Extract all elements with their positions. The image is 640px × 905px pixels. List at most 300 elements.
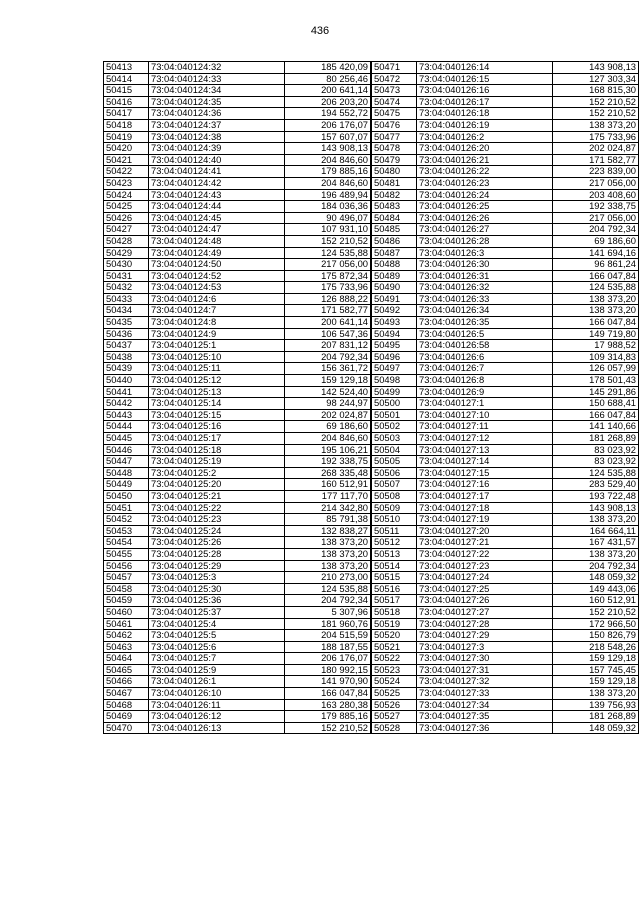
row-number-cell: 50427 [104, 224, 149, 236]
cadastral-number-cell: 73:04:040126:5 [417, 328, 553, 340]
table-row [104, 479, 371, 491]
table-row [104, 548, 371, 560]
cadastral-number-cell: 73:04:040126:33 [417, 293, 553, 305]
row-number-cell: 50448 [104, 467, 149, 479]
cadastral-number-cell: 73:04:040125:14 [149, 398, 285, 410]
row-number-cell: 50439 [104, 363, 149, 375]
cadastral-number-cell: 73:04:040127:33 [417, 688, 553, 700]
amount-cell: 152 210,52 [285, 235, 371, 247]
table-row [104, 525, 371, 537]
cadastral-number-cell: 73:04:040126:15 [417, 73, 553, 85]
row-number-cell: 50465 [104, 664, 149, 676]
amount-cell: 96 861,24 [553, 259, 639, 271]
amount-cell: 193 722,48 [553, 490, 639, 502]
amount-cell: 124 535,88 [553, 282, 639, 294]
row-number-cell: 50482 [372, 189, 417, 201]
table-row [372, 119, 639, 131]
cadastral-number-cell: 73:04:040127:24 [417, 572, 553, 584]
amount-cell: 152 210,52 [553, 96, 639, 108]
table-row [372, 699, 639, 711]
amount-cell: 207 831,12 [285, 340, 371, 352]
table-row [372, 363, 639, 375]
table-row [104, 688, 371, 700]
amount-cell: 206 176,07 [285, 119, 371, 131]
row-number-cell: 50426 [104, 212, 149, 224]
cadastral-number-cell: 73:04:040126:32 [417, 282, 553, 294]
table-row [372, 143, 639, 155]
table-row [372, 409, 639, 421]
cadastral-number-cell: 73:04:040124:40 [149, 154, 285, 166]
row-number-cell: 50517 [372, 595, 417, 607]
cadastral-number-cell: 73:04:040127:13 [417, 444, 553, 456]
row-number-cell: 50457 [104, 572, 149, 584]
table-row [104, 131, 371, 143]
row-number-cell: 50483 [372, 201, 417, 213]
amount-cell: 150 688,41 [553, 398, 639, 410]
row-number-cell: 50429 [104, 247, 149, 259]
amount-cell: 124 535,88 [553, 467, 639, 479]
amount-cell: 192 338,75 [285, 456, 371, 468]
table-row [104, 699, 371, 711]
amount-cell: 200 641,14 [285, 85, 371, 97]
table-row [104, 247, 371, 259]
table-row [372, 676, 639, 688]
table-row [372, 96, 639, 108]
amount-cell: 17 988,52 [553, 340, 639, 352]
amount-cell: 143 908,13 [285, 143, 371, 155]
amount-cell: 157 745,45 [553, 664, 639, 676]
cadastral-number-cell: 73:04:040127:19 [417, 514, 553, 526]
table-row [104, 201, 371, 213]
row-number-cell: 50449 [104, 479, 149, 491]
table-row [104, 444, 371, 456]
cadastral-number-cell: 73:04:040126:35 [417, 317, 553, 329]
table-row [372, 73, 639, 85]
table-row [104, 537, 371, 549]
row-number-cell: 50519 [372, 618, 417, 630]
amount-cell: 106 547,36 [285, 328, 371, 340]
row-number-cell: 50442 [104, 398, 149, 410]
row-number-cell: 50422 [104, 166, 149, 178]
table-row [372, 293, 639, 305]
row-number-cell: 50454 [104, 537, 149, 549]
cadastral-number-cell: 73:04:040124:47 [149, 224, 285, 236]
table-row [372, 653, 639, 665]
amount-cell: 195 106,21 [285, 444, 371, 456]
amount-cell: 283 529,40 [553, 479, 639, 491]
table-row [372, 351, 639, 363]
table-row [104, 166, 371, 178]
row-number-cell: 50477 [372, 131, 417, 143]
amount-cell: 200 641,14 [285, 317, 371, 329]
amount-cell: 152 210,52 [285, 722, 371, 734]
amount-cell: 179 885,16 [285, 711, 371, 723]
cadastral-number-cell: 73:04:040127:17 [417, 490, 553, 502]
amount-cell: 204 515,59 [285, 630, 371, 642]
table-row [104, 305, 371, 317]
row-number-cell: 50440 [104, 375, 149, 387]
table-row [372, 456, 639, 468]
amount-cell: 141 694,16 [553, 247, 639, 259]
table-row [104, 85, 371, 97]
row-number-cell: 50510 [372, 514, 417, 526]
row-number-cell: 50467 [104, 688, 149, 700]
amount-cell: 171 582,77 [285, 305, 371, 317]
table-row [104, 189, 371, 201]
table-row [104, 641, 371, 653]
cadastral-number-cell: 73:04:040126:17 [417, 96, 553, 108]
cadastral-number-cell: 73:04:040124:53 [149, 282, 285, 294]
amount-cell: 148 059,32 [553, 722, 639, 734]
row-number-cell: 50460 [104, 606, 149, 618]
amount-cell: 181 960,76 [285, 618, 371, 630]
amount-cell: 204 792,34 [285, 595, 371, 607]
cadastral-number-cell: 73:04:040125:24 [149, 525, 285, 537]
row-number-cell: 50458 [104, 583, 149, 595]
row-number-cell: 50423 [104, 177, 149, 189]
cadastral-number-cell: 73:04:040127:12 [417, 433, 553, 445]
amount-cell: 166 047,84 [285, 688, 371, 700]
amount-cell: 160 512,91 [285, 479, 371, 491]
cadastral-number-cell: 73:04:040127:27 [417, 606, 553, 618]
row-number-cell: 50470 [104, 722, 149, 734]
amount-cell: 184 036,36 [285, 201, 371, 213]
table-row [372, 479, 639, 491]
right-data-table [371, 61, 639, 734]
row-number-cell: 50474 [372, 96, 417, 108]
cadastral-number-cell: 73:04:040127:25 [417, 583, 553, 595]
cadastral-number-cell: 73:04:040127:11 [417, 421, 553, 433]
row-number-cell: 50469 [104, 711, 149, 723]
table-row [372, 398, 639, 410]
cadastral-number-cell: 73:04:040126:19 [417, 119, 553, 131]
table-row [372, 386, 639, 398]
cadastral-number-cell: 73:04:040124:48 [149, 235, 285, 247]
amount-cell: 210 273,00 [285, 572, 371, 584]
amount-cell: 143 908,13 [553, 502, 639, 514]
amount-cell: 152 210,52 [553, 606, 639, 618]
row-number-cell: 50506 [372, 467, 417, 479]
amount-cell: 149 443,06 [553, 583, 639, 595]
table-row [372, 212, 639, 224]
cadastral-number-cell: 73:04:040127:28 [417, 618, 553, 630]
amount-cell: 188 187,55 [285, 641, 371, 653]
row-number-cell: 50462 [104, 630, 149, 642]
row-number-cell: 50488 [372, 259, 417, 271]
table-row [372, 224, 639, 236]
cadastral-number-cell: 73:04:040125:10 [149, 351, 285, 363]
row-number-cell: 50527 [372, 711, 417, 723]
table-row [372, 537, 639, 549]
table-row [372, 85, 639, 97]
row-number-cell: 50428 [104, 235, 149, 247]
row-number-cell: 50431 [104, 270, 149, 282]
amount-cell: 177 117,70 [285, 490, 371, 502]
cadastral-number-cell: 73:04:040126:3 [417, 247, 553, 259]
cadastral-number-cell: 73:04:040127:14 [417, 456, 553, 468]
row-number-cell: 50508 [372, 490, 417, 502]
row-number-cell: 50526 [372, 699, 417, 711]
table-row [372, 630, 639, 642]
page-number: 436 [310, 25, 330, 37]
row-number-cell: 50444 [104, 421, 149, 433]
cadastral-number-cell: 73:04:040125:28 [149, 548, 285, 560]
amount-cell: 126 057,99 [553, 363, 639, 375]
table-row [104, 433, 371, 445]
cadastral-number-cell: 73:04:040125:6 [149, 641, 285, 653]
row-number-cell: 50496 [372, 351, 417, 363]
amount-cell: 138 373,20 [553, 548, 639, 560]
row-number-cell: 50480 [372, 166, 417, 178]
row-number-cell: 50456 [104, 560, 149, 572]
row-number-cell: 50504 [372, 444, 417, 456]
cadastral-number-cell: 73:04:040124:41 [149, 166, 285, 178]
row-number-cell: 50486 [372, 235, 417, 247]
cadastral-number-cell: 73:04:040126:34 [417, 305, 553, 317]
amount-cell: 181 268,89 [553, 433, 639, 445]
cadastral-number-cell: 73:04:040126:14 [417, 62, 553, 74]
cadastral-number-cell: 73:04:040125:1 [149, 340, 285, 352]
cadastral-number-cell: 73:04:040127:30 [417, 653, 553, 665]
table-row [104, 421, 371, 433]
row-number-cell: 50509 [372, 502, 417, 514]
cadastral-number-cell: 73:04:040125:37 [149, 606, 285, 618]
amount-cell: 181 268,89 [553, 711, 639, 723]
cadastral-number-cell: 73:04:040126:20 [417, 143, 553, 155]
table-row [372, 189, 639, 201]
cadastral-number-cell: 73:04:040124:34 [149, 85, 285, 97]
row-number-cell: 50437 [104, 340, 149, 352]
amount-cell: 132 838,27 [285, 525, 371, 537]
row-number-cell: 50503 [372, 433, 417, 445]
table-row [372, 583, 639, 595]
row-number-cell: 50415 [104, 85, 149, 97]
amount-cell: 145 291,86 [553, 386, 639, 398]
amount-cell: 204 846,60 [285, 154, 371, 166]
amount-cell: 217 056,00 [553, 177, 639, 189]
cadastral-number-cell: 73:04:040126:22 [417, 166, 553, 178]
row-number-cell: 50524 [372, 676, 417, 688]
cadastral-number-cell: 73:04:040125:19 [149, 456, 285, 468]
table-row [104, 676, 371, 688]
cadastral-number-cell: 73:04:040124:38 [149, 131, 285, 143]
table-row [372, 259, 639, 271]
amount-cell: 152 210,52 [553, 108, 639, 120]
cadastral-number-cell: 73:04:040126:58 [417, 340, 553, 352]
row-number-cell: 50463 [104, 641, 149, 653]
amount-cell: 5 307,96 [285, 606, 371, 618]
row-number-cell: 50472 [372, 73, 417, 85]
table-row [104, 340, 371, 352]
table-row [372, 490, 639, 502]
table-row [104, 490, 371, 502]
table-row [104, 653, 371, 665]
cadastral-number-cell: 73:04:040126:28 [417, 235, 553, 247]
row-number-cell: 50434 [104, 305, 149, 317]
amount-cell: 206 203,20 [285, 96, 371, 108]
table-row [104, 62, 371, 74]
table-row [372, 722, 639, 734]
amount-cell: 90 496,07 [285, 212, 371, 224]
cadastral-number-cell: 73:04:040124:50 [149, 259, 285, 271]
cadastral-number-cell: 73:04:040125:13 [149, 386, 285, 398]
table-row [104, 630, 371, 642]
cadastral-number-cell: 73:04:040125:21 [149, 490, 285, 502]
row-number-cell: 50523 [372, 664, 417, 676]
amount-cell: 168 815,30 [553, 85, 639, 97]
cadastral-number-cell: 73:04:040125:3 [149, 572, 285, 584]
table-row [372, 317, 639, 329]
amount-cell: 217 056,00 [285, 259, 371, 271]
cadastral-number-cell: 73:04:040127:35 [417, 711, 553, 723]
table-row [104, 143, 371, 155]
table-row [104, 560, 371, 572]
amount-cell: 69 186,60 [553, 235, 639, 247]
row-number-cell: 50443 [104, 409, 149, 421]
amount-cell: 138 373,20 [285, 537, 371, 549]
row-number-cell: 50455 [104, 548, 149, 560]
row-number-cell: 50433 [104, 293, 149, 305]
cadastral-number-cell: 73:04:040125:36 [149, 595, 285, 607]
amount-cell: 156 361,72 [285, 363, 371, 375]
cadastral-number-cell: 73:04:040126:13 [149, 722, 285, 734]
amount-cell: 175 733,96 [553, 131, 639, 143]
cadastral-number-cell: 73:04:040124:32 [149, 62, 285, 74]
cadastral-number-cell: 73:04:040125:23 [149, 514, 285, 526]
amount-cell: 138 373,20 [285, 548, 371, 560]
amount-cell: 163 280,38 [285, 699, 371, 711]
cadastral-number-cell: 73:04:040127:26 [417, 595, 553, 607]
amount-cell: 157 607,07 [285, 131, 371, 143]
table-row [372, 247, 639, 259]
amount-cell: 138 373,20 [553, 305, 639, 317]
cadastral-number-cell: 73:04:040126:21 [417, 154, 553, 166]
table-row [104, 386, 371, 398]
amount-cell: 138 373,20 [553, 293, 639, 305]
row-number-cell: 50414 [104, 73, 149, 85]
amount-cell: 124 535,88 [285, 247, 371, 259]
amount-cell: 83 023,92 [553, 456, 639, 468]
amount-cell: 142 524,40 [285, 386, 371, 398]
cadastral-number-cell: 73:04:040124:8 [149, 317, 285, 329]
row-number-cell: 50499 [372, 386, 417, 398]
table-row [372, 421, 639, 433]
amount-cell: 217 056,00 [553, 212, 639, 224]
table-row [372, 282, 639, 294]
cadastral-number-cell: 73:04:040127:29 [417, 630, 553, 642]
row-number-cell: 50518 [372, 606, 417, 618]
row-number-cell: 50485 [372, 224, 417, 236]
row-number-cell: 50478 [372, 143, 417, 155]
amount-cell: 98 244,97 [285, 398, 371, 410]
cadastral-number-cell: 73:04:040126:10 [149, 688, 285, 700]
cadastral-number-cell: 73:04:040126:16 [417, 85, 553, 97]
table-row [372, 502, 639, 514]
row-number-cell: 50445 [104, 433, 149, 445]
table-row [372, 606, 639, 618]
amount-cell: 80 256,46 [285, 73, 371, 85]
table-row [104, 154, 371, 166]
amount-cell: 204 792,34 [285, 351, 371, 363]
cadastral-number-cell: 73:04:040124:36 [149, 108, 285, 120]
cadastral-number-cell: 73:04:040126:7 [417, 363, 553, 375]
row-number-cell: 50453 [104, 525, 149, 537]
table-row [372, 108, 639, 120]
table-row [104, 108, 371, 120]
amount-cell: 148 059,32 [553, 572, 639, 584]
amount-cell: 159 129,18 [553, 676, 639, 688]
amount-cell: 202 024,87 [285, 409, 371, 421]
cadastral-number-cell: 73:04:040126:8 [417, 375, 553, 387]
amount-cell: 166 047,84 [553, 409, 639, 421]
right-table-body [372, 62, 639, 734]
row-number-cell: 50492 [372, 305, 417, 317]
table-row [372, 548, 639, 560]
row-number-cell: 50505 [372, 456, 417, 468]
table-row [372, 177, 639, 189]
table-row [372, 375, 639, 387]
amount-cell: 194 552,72 [285, 108, 371, 120]
row-number-cell: 50473 [372, 85, 417, 97]
row-number-cell: 50436 [104, 328, 149, 340]
amount-cell: 185 420,09 [285, 62, 371, 74]
table-row [104, 177, 371, 189]
row-number-cell: 50516 [372, 583, 417, 595]
row-number-cell: 50447 [104, 456, 149, 468]
cadastral-number-cell: 73:04:040127:23 [417, 560, 553, 572]
table-row [372, 618, 639, 630]
table-row [104, 664, 371, 676]
cadastral-number-cell: 73:04:040125:7 [149, 653, 285, 665]
row-number-cell: 50441 [104, 386, 149, 398]
amount-cell: 179 885,16 [285, 166, 371, 178]
amount-cell: 138 373,20 [285, 560, 371, 572]
amount-cell: 141 970,90 [285, 676, 371, 688]
table-row [104, 96, 371, 108]
amount-cell: 192 338,75 [553, 201, 639, 213]
row-number-cell: 50481 [372, 177, 417, 189]
cadastral-number-cell: 73:04:040124:42 [149, 177, 285, 189]
cadastral-number-cell: 73:04:040124:49 [149, 247, 285, 259]
table-row [104, 328, 371, 340]
amount-cell: 202 024,87 [553, 143, 639, 155]
row-number-cell: 50520 [372, 630, 417, 642]
cadastral-number-cell: 73:04:040126:26 [417, 212, 553, 224]
row-number-cell: 50438 [104, 351, 149, 363]
row-number-cell: 50468 [104, 699, 149, 711]
cadastral-number-cell: 73:04:040126:1 [149, 676, 285, 688]
cadastral-number-cell: 73:04:040127:3 [417, 641, 553, 653]
amount-cell: 214 342,80 [285, 502, 371, 514]
table-row [372, 433, 639, 445]
cadastral-number-cell: 73:04:040125:20 [149, 479, 285, 491]
row-number-cell: 50484 [372, 212, 417, 224]
amount-cell: 196 489,94 [285, 189, 371, 201]
table-row [104, 398, 371, 410]
table-row [104, 595, 371, 607]
row-number-cell: 50479 [372, 154, 417, 166]
table-row [104, 259, 371, 271]
cadastral-number-cell: 73:04:040127:20 [417, 525, 553, 537]
cadastral-number-cell: 73:04:040125:30 [149, 583, 285, 595]
cadastral-number-cell: 73:04:040125:9 [149, 664, 285, 676]
table-row [372, 131, 639, 143]
row-number-cell: 50466 [104, 676, 149, 688]
row-number-cell: 50521 [372, 641, 417, 653]
amount-cell: 138 373,20 [553, 514, 639, 526]
amount-cell: 167 431,57 [553, 537, 639, 549]
row-number-cell: 50494 [372, 328, 417, 340]
